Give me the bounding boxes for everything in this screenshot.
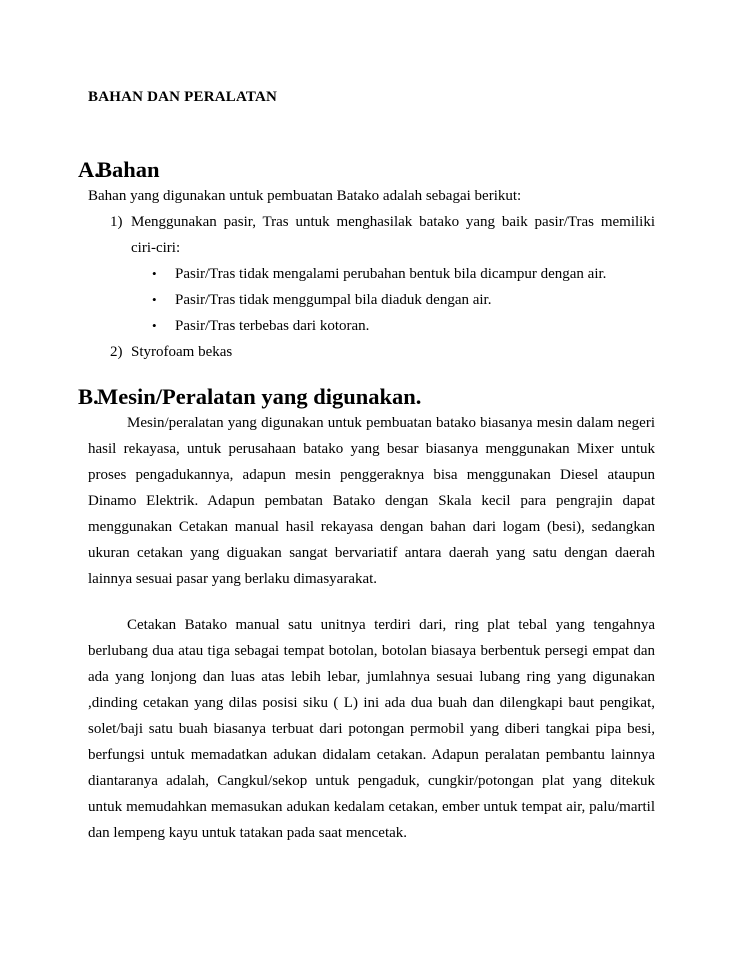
section-b-title: Mesin/Peralatan yang digunakan. (97, 384, 422, 409)
bullet-icon: • (152, 318, 157, 333)
numbered-item-1-text: Menggunakan pasir, Tras untuk menghasilak batako yang baik pasir/Tras memiliki ciri-ciri: (131, 214, 655, 256)
bullet-item-1 (88, 261, 655, 287)
bullet-icon: • (152, 292, 157, 307)
numbered-item-2-text: Styrofoam bekas (131, 344, 233, 360)
document-title: BAHAN DAN PERALATAN (88, 89, 278, 105)
bullet-item-3 (88, 313, 655, 339)
section-mesin-peralatan (78, 384, 655, 846)
bullet-icon: • (152, 266, 157, 281)
bullet-item-2-text: Pasir/Tras tidak menggumpal bila diaduk dengan air. (175, 292, 492, 308)
section-b-paragraph-1: Mesin/peralatan yang digunakan untuk pembuatan batako biasanya mesin dalam negeri hasil rekayasa, untuk perusahaan batako yang besar biasanya menggunakan Mixer untuk proses pengadukannya, adapun mesin penggeraknya bisa menggunakan Diesel ataupun Dinamo Elektrik. Adapun pembatan Batako dengan Skala kecil para pengrajin dapat menggunakan Cetakan manual hasil rekayasa dengan bahan dari logam (besi), sedangkan ukuran cetakan yang diguakan sangat bervariatif antara daerah yang satu dengan daerah lainnya sesuai pasar yang berlaku dimasyarakat. (88, 415, 655, 587)
numbered-item-1-marker: 1) (110, 214, 123, 230)
section-a-title: Bahan (97, 157, 160, 182)
section-a-intro: Bahan yang digunakan untuk pembuatan Batako adalah sebagai berikut: (88, 188, 522, 204)
section-a-label: A. (78, 157, 100, 182)
bullet-item-3-text: Pasir/Tras terbebas dari kotoran. (175, 318, 370, 334)
section-b-heading (78, 384, 655, 410)
section-bahan (78, 157, 655, 365)
bullet-item-2 (88, 287, 655, 313)
section-b-paragraph-2: Cetakan Batako manual satu unitnya terdiri dari, ring plat tebal yang tengahnya berlubang dua atau tiga sebagai tempat botolan, botolan biasaya berbentuk persegi empat dan ada yang lonjong dan luas atas lebih lebar, jumlahnya sesuai lubang ring yang digunakan ,dinding cetakan yang dilas posisi siku ( L) ini ada dua buah dan dilengkapi baut pengikat, solet/baji satu buah biasanya terbuat dari potongan permobil yang diberi tangkai pipa besi, berfungsi untuk memadatkan adukan didalam cetakan. Adapun peralatan pembantu lainnya diantaranya adalah, Cangkul/sekop untuk pengaduk, cungkir/potongan plat yang ditekuk untuk memudahkan memasukan adukan kedalam cetakan, ember untuk tempat air, palu/martil dan lempeng kayu untuk tatakan pada saat mencetak. (88, 617, 655, 841)
numbered-item-2 (88, 339, 655, 365)
bullet-item-1-text: Pasir/Tras tidak mengalami perubahan bentuk bila dicampur dengan air. (175, 266, 607, 282)
section-a-heading (78, 157, 655, 183)
numbered-item-2-marker: 2) (110, 344, 123, 360)
numbered-item-1 (88, 209, 655, 261)
section-b-label: B. (78, 384, 99, 409)
